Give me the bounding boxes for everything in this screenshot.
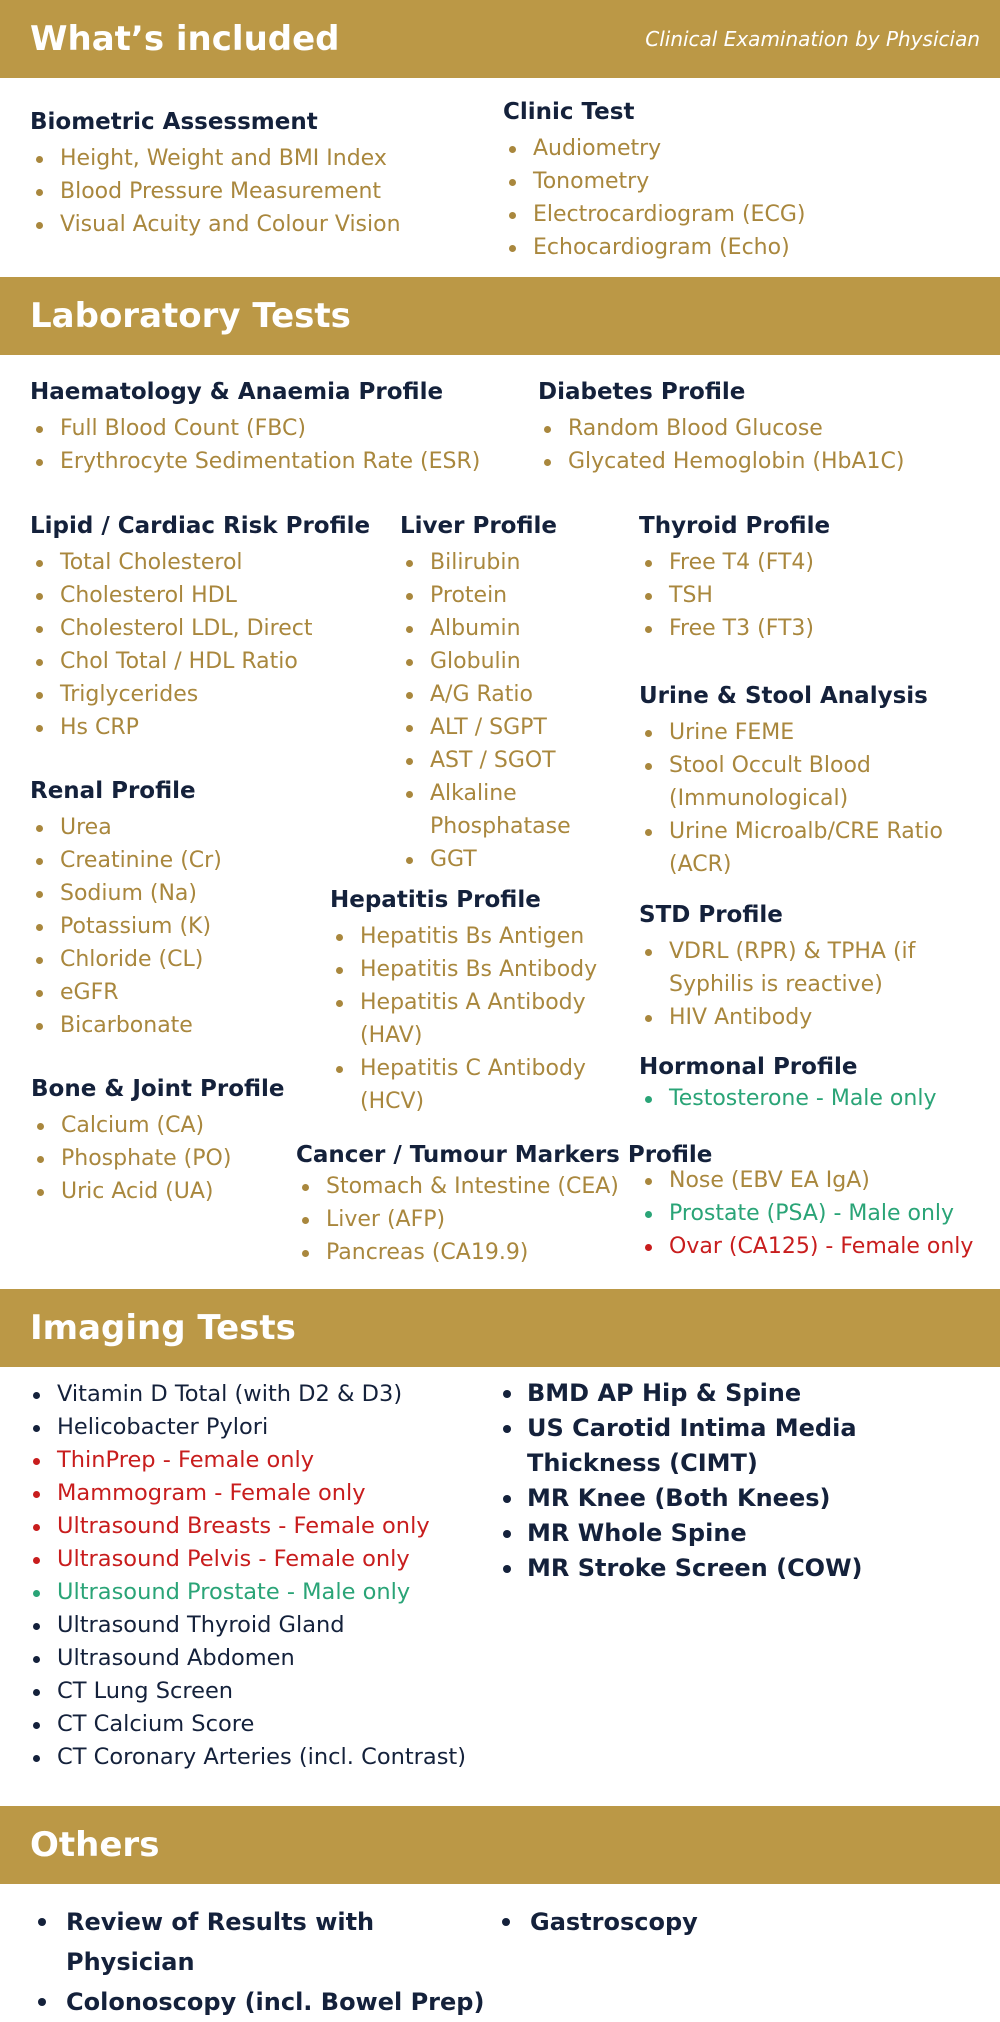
list-item: Cholesterol HDL [30,579,390,612]
section-title: What’s included [30,19,340,59]
list-item: CT Coronary Arteries (incl. Contrast) [27,1741,497,1774]
item-list [30,811,310,1042]
block-heading: Liver Profile [400,513,558,539]
list-item: Glycated Hemoglobin (HbA1C) [538,445,978,478]
list-item: Globulin [400,645,600,678]
list-item: Urea [30,811,310,844]
list-item: HIV Antibody [639,1001,979,1034]
item-list [639,546,979,645]
block-heading: Urine & Stool Analysis [639,683,928,709]
item-list [30,142,470,241]
list-item: Potassium (K) [30,910,310,943]
urine-stool-analysis [639,681,979,881]
list-item: Echocardiogram (Echo) [503,231,983,264]
list-item: Nose (EBV EA IgA) [639,1164,999,1197]
list-item: MR Stroke Screen (COW) [497,1551,997,1586]
block-heading: Biometric Assessment [30,109,318,135]
list-item: Bilirubin [400,546,600,579]
list-item: Triglycerides [30,678,390,711]
list-item: Height, Weight and BMI Index [30,142,470,175]
block-heading: STD Profile [639,902,783,928]
item-list [639,1082,989,1115]
list-item: Urine Microalb/CRE Ratio (ACR) [639,815,979,881]
list-item: CT Lung Screen [27,1675,497,1708]
item-list [296,1170,636,1269]
list-item: Helicobacter Pylori [27,1411,497,1444]
item-list [639,716,979,881]
list-item: Tonometry [503,165,983,198]
list-item: Phosphate (PO) [31,1142,311,1175]
others-list-left [30,1902,500,2022]
list-item: Chloride (CL) [30,943,310,976]
list-item: Ultrasound Thyroid Gland [27,1609,497,1642]
bone-joint-profile [31,1074,311,1208]
list-item: Audiometry [503,132,983,165]
list-item: Liver (AFP) [296,1203,636,1236]
list-item: BMD AP Hip & Spine [497,1376,997,1411]
list-item: ALT / SGPT [400,711,600,744]
std-profile [639,900,979,1034]
clinic-test [503,97,983,264]
item-list [538,412,978,478]
list-item: CT Calcium Score [27,1708,497,1741]
list-item: Alkaline Phosphatase [400,777,600,843]
list-item: Prostate (PSA) - Male only [639,1197,999,1230]
list-item: Stomach & Intestine (CEA) [296,1170,636,1203]
list-item: Creatinine (Cr) [30,844,310,877]
list-item: Ultrasound Breasts - Female only [27,1510,497,1543]
item-list [494,1902,974,1942]
item-list [639,935,979,1034]
list-item: Hepatitis A Antibody (HAV) [330,986,630,1052]
list-item: Colonoscopy (incl. Bowel Prep) [30,1982,500,2022]
list-item: Albumin [400,612,600,645]
section-subtitle: Clinical Examination by Physician [645,27,980,51]
list-item: Visual Acuity and Colour Vision [30,208,470,241]
block-heading: Renal Profile [30,778,196,804]
block-heading: Hormonal Profile [639,1054,858,1080]
hepatitis-profile [330,885,630,1118]
list-item: Random Blood Glucose [538,412,978,445]
list-item: Gastroscopy [494,1902,974,1942]
list-item: MR Knee (Both Knees) [497,1481,997,1516]
list-item: US Carotid Intima Media Thickness (CIMT) [497,1411,997,1481]
list-item: AST / SGOT [400,744,600,777]
list-item: Chol Total / HDL Ratio [30,645,390,678]
list-item: Hs CRP [30,711,390,744]
cancer-markers-profile [296,1140,996,1280]
section-title: Laboratory Tests [30,296,351,336]
liver-profile [400,511,600,876]
list-item: Sodium (Na) [30,877,310,910]
block-heading: Haematology & Anaemia Profile [30,379,444,405]
list-item: Calcium (CA) [31,1109,311,1142]
list-item: Total Cholesterol [30,546,390,579]
biometric-assessment [30,107,470,241]
others-header [0,1806,1000,1884]
list-item: Electrocardiogram (ECG) [503,198,983,231]
section-title: Others [30,1825,160,1865]
list-item: MR Whole Spine [497,1516,997,1551]
list-item: Mammogram - Female only [27,1477,497,1510]
block-heading: Bone & Joint Profile [31,1076,285,1102]
whats-included-header [0,0,1000,78]
list-item: Free T3 (FT3) [639,612,979,645]
item-list [497,1376,997,1586]
item-list [330,920,630,1118]
list-item: Ovar (CA125) - Female only [639,1230,999,1263]
list-item: GGT [400,843,600,876]
list-item: Uric Acid (UA) [31,1175,311,1208]
section-title: Imaging Tests [30,1308,296,1348]
item-list [30,412,530,478]
thyroid-profile [639,511,979,645]
item-list [503,132,983,264]
block-heading: Diabetes Profile [538,379,746,405]
haematology-profile [30,377,530,478]
list-item: Hepatitis C Antibody (HCV) [330,1052,630,1118]
imaging-list-right [497,1376,997,1586]
list-item: Erythrocyte Sedimentation Rate (ESR) [30,445,530,478]
list-item: Blood Pressure Measurement [30,175,470,208]
list-item: Ultrasound Pelvis - Female only [27,1543,497,1576]
item-list [30,546,390,744]
renal-profile [30,776,310,1042]
list-item: Free T4 (FT4) [639,546,979,579]
list-item: eGFR [30,976,310,1009]
list-item: Protein [400,579,600,612]
item-list [27,1378,497,1774]
imaging-tests-header [0,1289,1000,1367]
item-list [639,1164,999,1263]
list-item: Review of Results with Physician [30,1902,500,1982]
imaging-list-left [27,1378,497,1774]
item-list [400,546,600,876]
laboratory-tests-header [0,277,1000,355]
hormonal-profile [639,1052,989,1115]
list-item: ThinPrep - Female only [27,1444,497,1477]
block-heading: Clinic Test [503,99,635,125]
item-list [31,1109,311,1208]
block-heading: Hepatitis Profile [330,887,541,913]
list-item: Stool Occult Blood (Immunological) [639,749,979,815]
list-item: VDRL (RPR) & TPHA (if Syphilis is reactive) [639,935,979,1001]
list-item: Bicarbonate [30,1009,310,1042]
list-item: Cholesterol LDL, Direct [30,612,390,645]
item-list [30,1902,500,2022]
block-heading: Thyroid Profile [639,513,831,539]
list-item: Ultrasound Abdomen [27,1642,497,1675]
others-list-right [494,1902,974,1942]
list-item: TSH [639,579,979,612]
list-item: Ultrasound Prostate - Male only [27,1576,497,1609]
list-item: Urine FEME [639,716,979,749]
lipid-profile [30,511,390,744]
list-item: Hepatitis Bs Antibody [330,953,630,986]
list-item: Hepatitis Bs Antigen [330,920,630,953]
block-heading: Cancer / Tumour Markers Profile [296,1142,713,1168]
list-item: Vitamin D Total (with D2 & D3) [27,1378,497,1411]
list-item: Testosterone - Male only [639,1082,989,1115]
block-heading: Lipid / Cardiac Risk Profile [30,513,371,539]
list-item: Pancreas (CA19.9) [296,1236,636,1269]
list-item: A/G Ratio [400,678,600,711]
list-item: Full Blood Count (FBC) [30,412,530,445]
diabetes-profile [538,377,978,478]
